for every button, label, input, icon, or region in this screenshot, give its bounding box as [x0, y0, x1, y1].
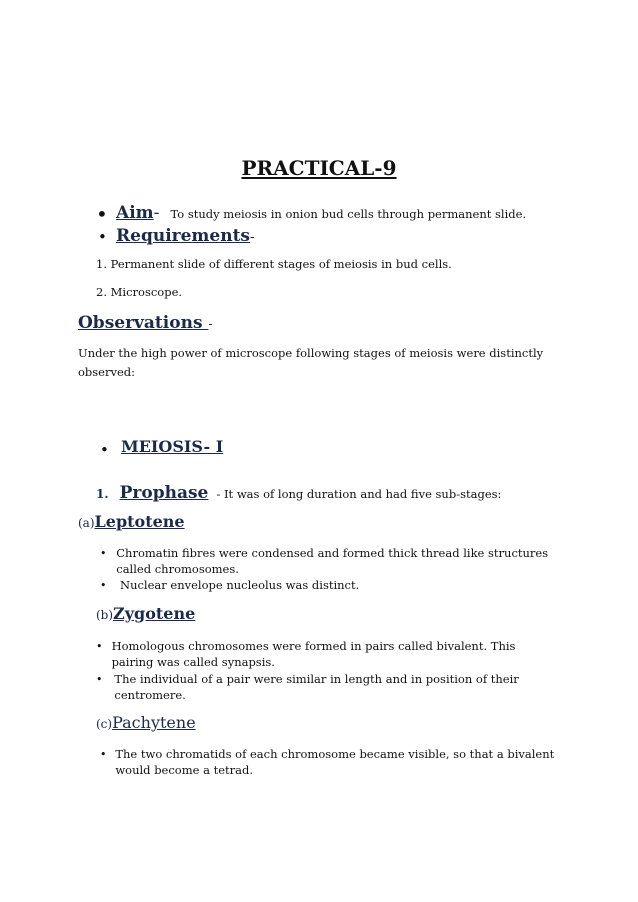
pachytene-row	[96, 713, 196, 732]
observations-text-line-2: observed:	[78, 365, 136, 379]
requirements-dash: -	[250, 230, 255, 245]
prophase-number: 1.	[96, 487, 109, 501]
aim-text: To study meiosis in onion bud cells through permanent slide.	[170, 207, 527, 221]
leptotene-row	[78, 512, 185, 531]
pachytene-heading: Pachytene	[112, 713, 196, 732]
zygotene-point-1: Homologous chromosomes were formed in pairs called bivalent. This pairing was called synapsis.	[111, 639, 516, 669]
aim-heading: Aim	[116, 203, 154, 223]
requirement-item-1: 1. Permanent slide of different stages of meiosis in bud cells.	[96, 257, 452, 271]
leptotene-point-1: Chromatin fibres were condensed and formed thick thread like structures called chromosomes.	[116, 546, 549, 576]
prophase-heading: Prophase	[119, 483, 209, 503]
leptotene-prefix: (a)	[78, 516, 95, 530]
requirements-heading: Requirements	[116, 226, 251, 246]
list-item: • Nuclear envelope nucleolus was distinct.	[100, 578, 360, 592]
list-item: • Chromatin fibres were condensed and formed thick thread like structures called chromosomes.	[100, 545, 570, 577]
meiosis-bullet: •	[100, 441, 109, 459]
pachytene-point-1: The two chromatids of each chromosome became visible, so that a bivalent would become a tetrad.	[115, 747, 555, 777]
requirements-bullet: •	[98, 228, 107, 246]
aim-bullet: •	[96, 202, 108, 226]
prophase-row	[96, 483, 501, 503]
aim-dash: -	[153, 203, 160, 223]
zygotene-prefix: (b)	[96, 608, 114, 622]
requirement-item-2: 2. Microscope.	[96, 285, 183, 299]
list-item: • The two chromatids of each chromosome became visible, so that a bivalent would become a tetrad.	[100, 746, 560, 778]
zygotene-row	[96, 604, 195, 623]
page-title: PRACTICAL-9	[241, 156, 397, 180]
meiosis-heading: MEIOSIS- I	[121, 437, 224, 456]
zygotene-heading: Zygotene	[113, 604, 196, 623]
observations-heading: Observations	[78, 313, 209, 333]
observations-row	[78, 313, 213, 333]
leptotene-point-2: Nuclear envelope nucleolus was distinct.	[120, 578, 360, 592]
aim-row	[116, 203, 526, 223]
leptotene-heading: Leptotene	[94, 512, 185, 531]
observations-dash: -	[208, 317, 213, 331]
prophase-text: - It was of long duration and had five sub-stages:	[216, 487, 502, 501]
zygotene-point-2: The individual of a pair were similar in length and in position of their centromere.	[114, 672, 519, 702]
pachytene-prefix: (c)	[96, 717, 113, 731]
list-item: • Homologous chromosomes were formed in pairs called bivalent. This pairing was called synapsis.	[96, 638, 556, 670]
list-item: • The individual of a pair were similar in length and in position of their centromere.	[96, 671, 556, 703]
requirements-row	[116, 226, 254, 246]
observations-text-line-1: Under the high power of microscope following stages of meiosis were distinctly	[78, 346, 544, 360]
